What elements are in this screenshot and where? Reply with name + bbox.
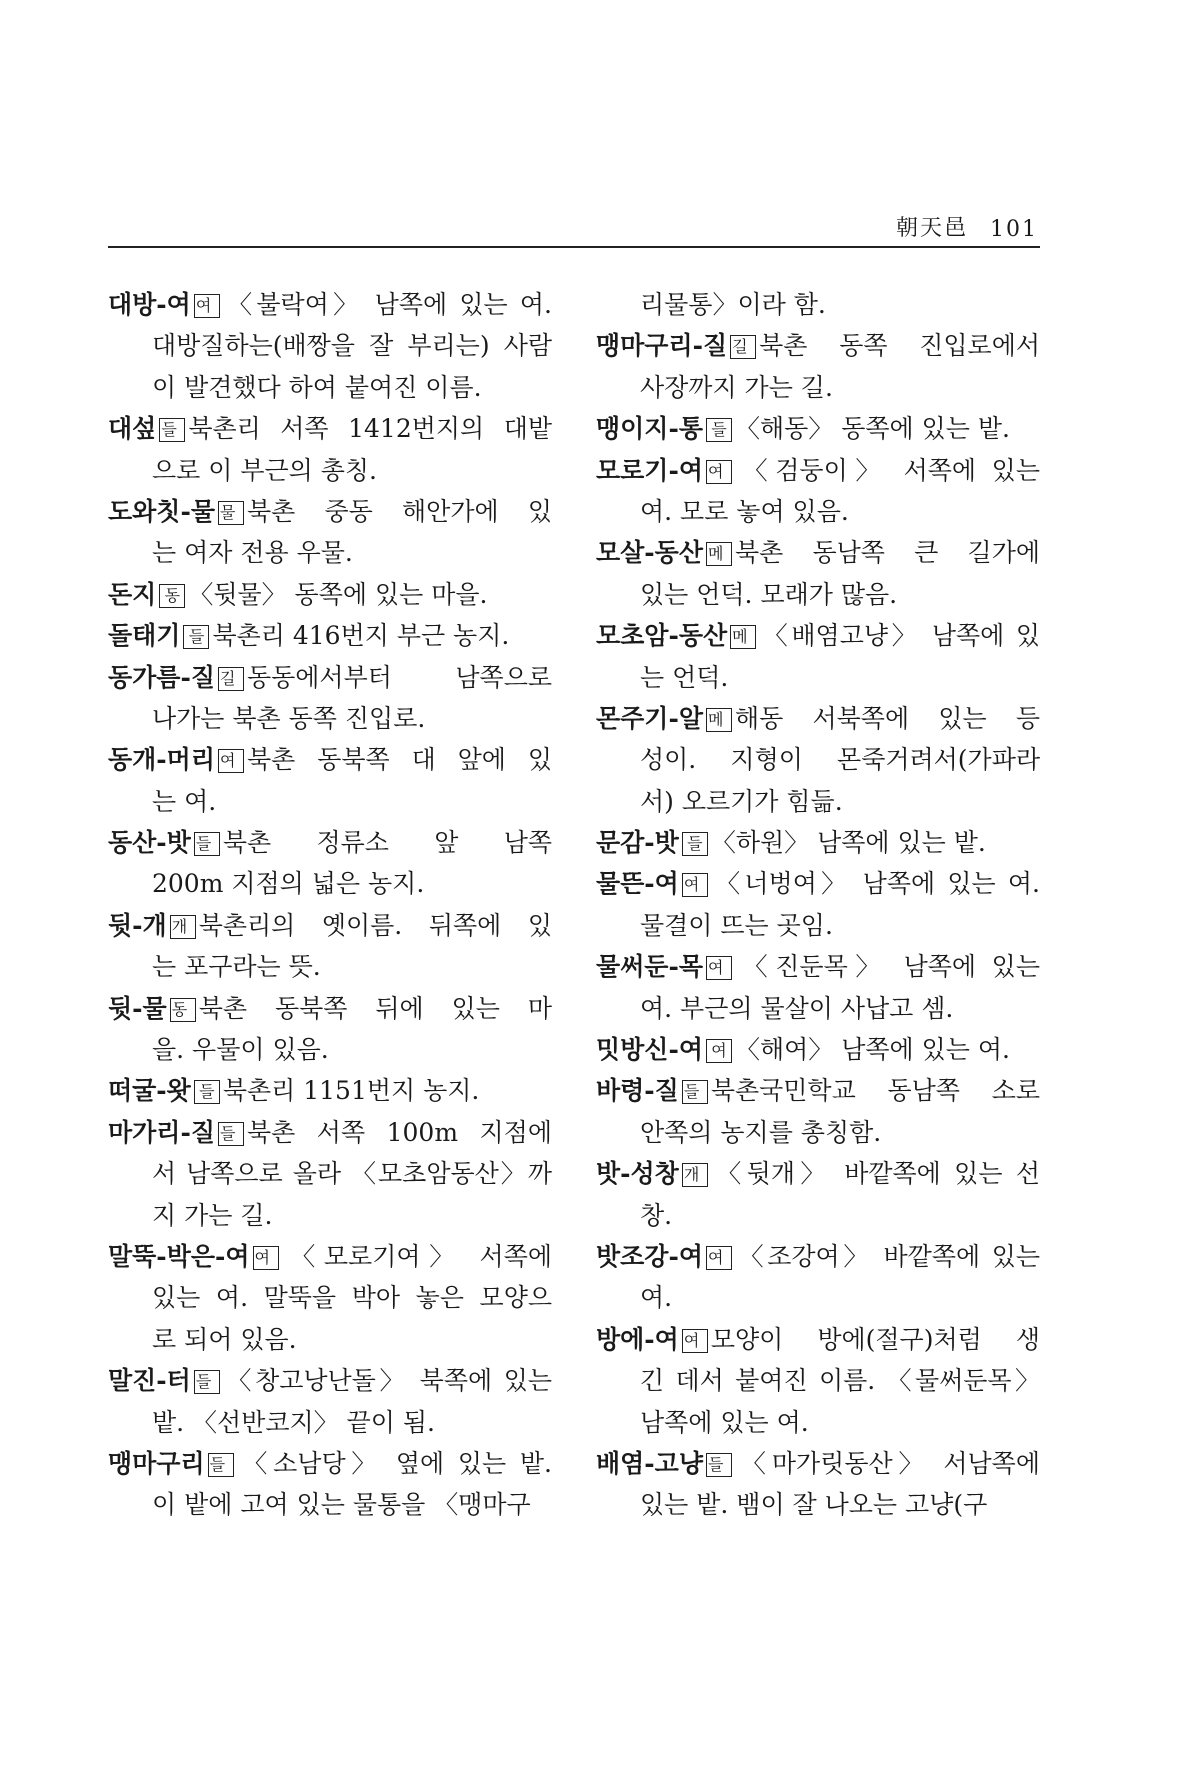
entry-continuation-line: [108, 1195, 552, 1236]
entry-text: 북촌 동북쪽 대 앞에 있: [246, 745, 552, 775]
entry-line: [108, 905, 552, 946]
entry-term: 모로기-여: [596, 455, 703, 485]
entry-term: 맹이지-통: [596, 414, 703, 444]
entry-term: 마가리-질: [108, 1117, 215, 1147]
entry-text: 동동에서부터 남쪽으로: [246, 662, 552, 692]
entry-text: 서 남쪽으로 올라 〈모초암동산〉까: [152, 1159, 552, 1189]
category-box: 여: [706, 1039, 732, 1063]
entry-text: 북촌 동쪽 진입로에서: [759, 331, 1040, 361]
entry-term: 돈지: [108, 579, 157, 609]
entry-text: 〈너벙여〉 남쪽에 있는 여.: [710, 869, 1040, 899]
entry-line: [108, 284, 552, 325]
entry-text: 북촌 중동 해안가에 있: [246, 496, 552, 526]
category-box: 길: [730, 335, 756, 359]
entry-continuation-line: [596, 284, 1040, 325]
entry-continuation-line: [108, 325, 552, 366]
entry-term: 밧-성창: [596, 1159, 679, 1189]
entry-continuation-line: [596, 781, 1040, 822]
entry-line: [596, 450, 1040, 491]
category-box: 동: [170, 998, 196, 1022]
entry-line: [108, 1070, 552, 1111]
entry-text: 〈뒷물〉 동쪽에 있는 마을.: [188, 579, 488, 609]
entry-text: 는 여.: [152, 786, 217, 816]
category-box: 동: [159, 584, 185, 608]
entry-text: 북촌리의 옛이름. 뒤쪽에 있: [198, 910, 552, 940]
entry-continuation-line: [108, 1319, 552, 1360]
entry-text: 〈배염고냥〉 남쪽에 있: [759, 621, 1040, 651]
entry-line: [596, 408, 1040, 449]
category-box: 여: [682, 1329, 708, 1353]
entry-line: [596, 863, 1040, 904]
entry-line: [596, 1070, 1040, 1111]
entry-text: 여. 부근의 물살이 사납고 셈.: [640, 993, 954, 1023]
entry-line: [596, 615, 1040, 656]
entry-text: 이 밭에 고여 있는 물통을 〈맹마구: [152, 1490, 531, 1520]
entry-line: [596, 1153, 1040, 1194]
category-box: 들: [183, 625, 209, 649]
entry-term: 방에-여: [596, 1324, 679, 1354]
entry-text: 여. 모로 놓여 있음.: [640, 496, 849, 526]
entry-text: 〈진둔목〉 남쪽에 있는: [734, 952, 1040, 982]
entry-text: 성이. 지형이 몬죽거려서(가파라: [640, 745, 1040, 775]
entry-term: 도와칫-물: [108, 496, 215, 526]
entry-line: [596, 946, 1040, 987]
entry-text: 200m 지점의 넓은 농지.: [152, 869, 425, 899]
category-box: 여: [682, 873, 708, 897]
category-box: 여: [253, 1246, 279, 1270]
entry-term: 맹마구리-질: [596, 331, 728, 361]
entry-term: 모살-동산: [596, 538, 703, 568]
entry-term: 말뚝-박은-여: [108, 1241, 250, 1271]
entry-line: [108, 988, 552, 1029]
entry-line: [108, 822, 552, 863]
page-number: 101: [990, 217, 1038, 242]
entry-text: 대방질하는(배짱을 잘 부리는) 사람: [152, 331, 552, 361]
entry-text: 긴 데서 붙여진 이름. 〈물써둔목〉: [640, 1366, 1040, 1396]
entry-text: 있는 언덕. 모래가 많음.: [640, 579, 898, 609]
entry-continuation-line: [596, 988, 1040, 1029]
entry-text: 〈검둥이〉 서쪽에 있는: [734, 455, 1040, 485]
category-box: 개: [170, 915, 196, 939]
entry-line: [108, 408, 552, 449]
entry-text: 있는 여. 말뚝을 박아 놓은 모양으: [152, 1283, 552, 1313]
entry-term: 대방-여: [108, 290, 191, 319]
entry-line: [596, 1319, 1040, 1360]
entry-term: 물써둔-목: [596, 952, 703, 982]
category-box: 메: [706, 542, 732, 566]
entry-continuation-line: [596, 1402, 1040, 1443]
entry-continuation-line: [596, 1195, 1040, 1236]
entry-text: 로 되어 있음.: [152, 1324, 297, 1354]
entry-term: 돌태기: [108, 621, 181, 651]
category-box: 여: [706, 956, 732, 980]
entry-text: 북촌리 1151번지 농지.: [222, 1076, 480, 1106]
entry-term: 밋방신-여: [596, 1035, 703, 1065]
entry-continuation-line: [596, 574, 1040, 615]
entry-text: 사장까지 가는 길.: [640, 372, 833, 402]
entry-line: [596, 325, 1040, 366]
entry-line: [108, 1443, 552, 1484]
entry-term: 밧조강-여: [596, 1241, 703, 1271]
entry-text: 남쪽에 있는 여.: [640, 1407, 809, 1437]
entry-text: 모양이 방에(절구)처럼 생: [710, 1324, 1040, 1354]
entry-term: 맹마구리: [108, 1448, 205, 1478]
entry-text: 을. 우물이 있음.: [152, 1035, 329, 1065]
entry-text: 이 발견했다 하여 붙여진 이름.: [152, 372, 482, 402]
entry-line: [108, 615, 552, 656]
entry-continuation-line: [108, 1029, 552, 1070]
entry-line: [108, 1236, 552, 1277]
entry-text: 여.: [640, 1283, 673, 1313]
entry-text: 북촌 정류소 앞 남쪽: [222, 828, 552, 858]
entry-text: 〈조강여〉 바깥쪽에 있는: [734, 1241, 1040, 1271]
entry-text: 북촌 동남쪽 큰 길가에: [734, 538, 1040, 568]
category-box: 여: [706, 460, 732, 484]
entry-text: 는 포구라는 뜻.: [152, 952, 321, 982]
entry-line: [596, 1443, 1040, 1484]
category-box: 들: [194, 1080, 220, 1104]
category-box: 여: [218, 749, 244, 773]
entry-continuation-line: [596, 1112, 1040, 1153]
entry-text: 〈불락여〉 남쪽에 있는 여.: [222, 290, 552, 319]
entry-continuation-line: [596, 657, 1040, 698]
entry-continuation-line: [108, 1153, 552, 1194]
entry-text: 〈해여〉 남쪽에 있는 여.: [734, 1035, 1010, 1065]
category-box: 들: [218, 1122, 244, 1146]
entry-term: 대섶: [108, 414, 157, 444]
entry-line: [108, 657, 552, 698]
entry-term: 배염-고냥: [596, 1448, 703, 1478]
entry-line: [596, 1236, 1040, 1277]
entry-text: 북촌리 서쪽 1412번지의 대밭: [188, 414, 552, 444]
header-rule: [108, 246, 1040, 248]
entry-term: 떠굴-왓: [108, 1076, 191, 1106]
entry-term: 몬주기-알: [596, 703, 703, 733]
entry-text: 북촌국민학교 동남쪽 소로: [710, 1076, 1040, 1106]
entry-text: 는 여자 전용 우물.: [152, 538, 353, 568]
entry-line: [596, 822, 1040, 863]
entry-text: 밭. 〈선반코지〉 끝이 됨.: [152, 1407, 435, 1437]
entry-text: 리물통〉이라 함.: [640, 290, 826, 319]
entry-continuation-line: [596, 1484, 1040, 1525]
entry-line: [108, 739, 552, 780]
category-box: 여: [706, 1246, 732, 1270]
entry-continuation-line: [596, 905, 1040, 946]
entry-text: 〈소남당〉 옆에 있는 밭.: [236, 1448, 552, 1478]
entry-text: 〈하원〉 남쪽에 있는 밭.: [710, 828, 986, 858]
entry-text: 〈마가릿동산〉 서남쪽에: [734, 1448, 1040, 1478]
entry-text: 〈해동〉 동쪽에 있는 밭.: [734, 414, 1010, 444]
category-box: 여: [194, 294, 220, 318]
category-box: 메: [730, 625, 756, 649]
entry-line: [108, 1112, 552, 1153]
entry-line: [108, 491, 552, 532]
category-box: 개: [682, 1163, 708, 1187]
entry-continuation-line: [108, 1484, 552, 1525]
entry-text: 〈뒷개〉 바깥쪽에 있는 선: [710, 1159, 1040, 1189]
entry-line: [596, 532, 1040, 573]
entry-text: 지 가는 길.: [152, 1200, 273, 1230]
entry-text: 〈모로기여〉 서쪽에: [281, 1241, 552, 1271]
category-box: 들: [194, 1370, 220, 1394]
entry-continuation-line: [596, 1360, 1040, 1401]
entry-text: 으로 이 부근의 총칭.: [152, 455, 377, 485]
entry-continuation-line: [596, 491, 1040, 532]
entry-text: 는 언덕.: [640, 662, 729, 692]
entry-continuation-line: [108, 367, 552, 408]
entry-continuation-line: [596, 1277, 1040, 1318]
entry-text: 해동 서북쪽에 있는 등: [734, 703, 1040, 733]
category-box: 들: [706, 1453, 732, 1477]
entry-line: [596, 698, 1040, 739]
entry-continuation-line: [108, 1402, 552, 1443]
entry-term: 동개-머리: [108, 745, 215, 775]
category-box: 물: [218, 501, 244, 525]
entry-term: 동가름-질: [108, 662, 215, 692]
entry-text: 북촌리 416번지 부근 농지.: [212, 621, 510, 651]
running-header: [108, 210, 1038, 242]
left-column: [108, 284, 552, 1526]
entry-continuation-line: [596, 739, 1040, 780]
entry-term: 모초암-동산: [596, 621, 728, 651]
entry-line: [108, 574, 552, 615]
category-box: 들: [194, 832, 220, 856]
category-box: 들: [682, 1080, 708, 1104]
entry-line: [108, 1360, 552, 1401]
entry-term: 뒷-물: [108, 993, 167, 1023]
entry-term: 동산-밧: [108, 828, 191, 858]
entry-line: [596, 1029, 1040, 1070]
entry-continuation-line: [108, 946, 552, 987]
entry-continuation-line: [108, 863, 552, 904]
entry-continuation-line: [108, 698, 552, 739]
entry-continuation-line: [596, 367, 1040, 408]
category-box: 들: [706, 418, 732, 442]
entry-continuation-line: [108, 532, 552, 573]
category-box: 들: [208, 1453, 234, 1477]
entry-text: 안쪽의 농지를 총칭함.: [640, 1117, 882, 1147]
right-column: [596, 284, 1040, 1526]
entry-term: 바령-질: [596, 1076, 679, 1106]
entry-term: 물뜬-여: [596, 869, 679, 899]
entry-continuation-line: [108, 450, 552, 491]
entry-term: 말진-터: [108, 1366, 191, 1396]
entry-continuation-line: [108, 781, 552, 822]
category-box: 길: [218, 667, 244, 691]
entry-term: 문감-밧: [596, 828, 679, 858]
entry-text: 물결이 뜨는 곳임.: [640, 910, 833, 940]
category-box: 들: [159, 418, 185, 442]
category-box: 메: [706, 708, 732, 732]
entry-text: 북촌 동북쪽 뒤에 있는 마: [198, 993, 552, 1023]
entry-text: 〈창고낭난돌〉 북쪽에 있는: [222, 1366, 552, 1396]
entry-text: 북촌 서쪽 100m 지점에: [246, 1117, 552, 1147]
entry-text: 창.: [640, 1200, 673, 1230]
entry-continuation-line: [108, 1277, 552, 1318]
category-box: 들: [682, 832, 708, 856]
entry-term: 뒷-개: [108, 910, 167, 940]
header-title: 朝天邑: [895, 216, 968, 241]
entry-text: 나가는 북촌 동쪽 진입로.: [152, 703, 426, 733]
entry-text: 있는 밭. 뱀이 잘 나오는 고냥(구: [640, 1490, 988, 1520]
entry-text: 서) 오르기가 힘듦.: [640, 786, 843, 816]
